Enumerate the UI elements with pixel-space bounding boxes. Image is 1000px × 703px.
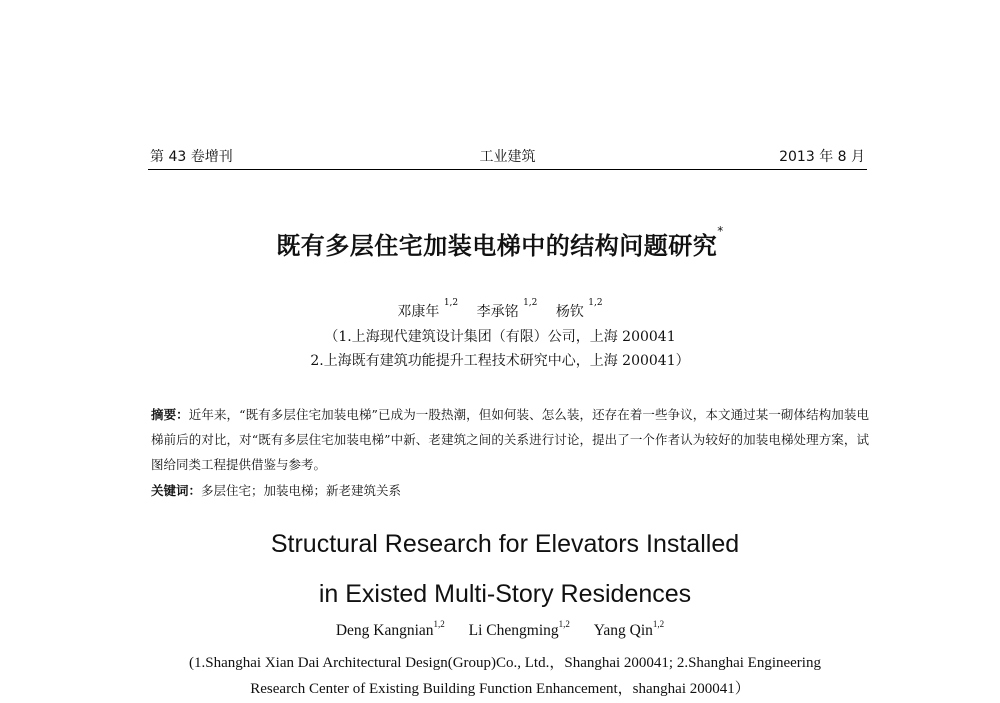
chinese-title [0, 226, 1000, 261]
author-cn [476, 298, 538, 320]
author-name: Deng Kangnian [335, 622, 434, 639]
journal-name: 工业建筑 [479, 149, 536, 165]
author-en [335, 619, 445, 639]
chinese-affiliation-2: 2.上海既有建筑功能提升工程技术研究中心，上海 200041） [310, 353, 690, 369]
author-affiliation-mark: 1,2 [443, 298, 459, 308]
author-cn [555, 298, 603, 320]
title-footnote-mark: * [717, 224, 724, 238]
chinese-keywords [151, 481, 869, 499]
publication-date: 2013 年 8 月 [779, 149, 865, 165]
author-affiliation-mark: 1,2 [433, 619, 445, 629]
author-en [593, 619, 665, 639]
author-name: Li Chengming [468, 622, 559, 639]
author-affiliation-mark: 1,2 [652, 619, 665, 629]
chinese-abstract [151, 402, 869, 477]
chinese-title-text: 既有多层住宅加装电梯中的结构问题研究 [276, 232, 718, 260]
english-title-line-2: in Existed Multi-Story Residences [318, 580, 692, 608]
author-affiliation-mark: 1,2 [588, 298, 603, 308]
english-authors [0, 619, 1000, 640]
keywords-text: 多层住宅；加装电梯；新老建筑关系 [201, 483, 402, 498]
keywords-label: 关键词： [151, 483, 202, 498]
abstract-text: 近年来，“既有多层住宅加装电梯”已成为一股热潮，但如何装、怎么装，还存在着一些争议，本文通过某一砌体结构加装电梯前后的对比，对“既有多层住宅加装电梯”中新、老建筑之间的关系进行讨论，提出了一个作者认为较好的加装电梯处理方案，试图给同类工程提供借鉴与参考。 [151, 407, 869, 472]
author-cn [397, 298, 459, 320]
author-en [468, 619, 570, 639]
journal-volume: 第 43 卷增刊 [150, 149, 233, 165]
author-affiliation-mark: 1,2 [558, 619, 570, 629]
english-affiliation-1: (1.Shanghai Xian Dai Architectural Design(Group)Co., Ltd.，Shanghai 200041; 2.Shanghai Engineering [189, 655, 821, 671]
chinese-authors [0, 298, 1000, 321]
author-affiliation-mark: 1,2 [523, 298, 538, 308]
author-name: 李承铭 [476, 304, 519, 320]
english-title-line-1: Structural Research for Elevators Installed [270, 530, 740, 558]
author-name: Yang Qin [593, 622, 653, 639]
chinese-affiliation-1: （1.上海现代建筑设计集团（有限）公司，上海 200041 [324, 329, 676, 345]
author-name: 邓康年 [397, 304, 440, 320]
running-header [148, 143, 867, 170]
author-name: 杨钦 [555, 304, 584, 320]
abstract-label: 摘要： [151, 407, 189, 422]
english-affiliation-2: Research Center of Existing Building Function Enhancement，shanghai 200041） [250, 681, 750, 697]
